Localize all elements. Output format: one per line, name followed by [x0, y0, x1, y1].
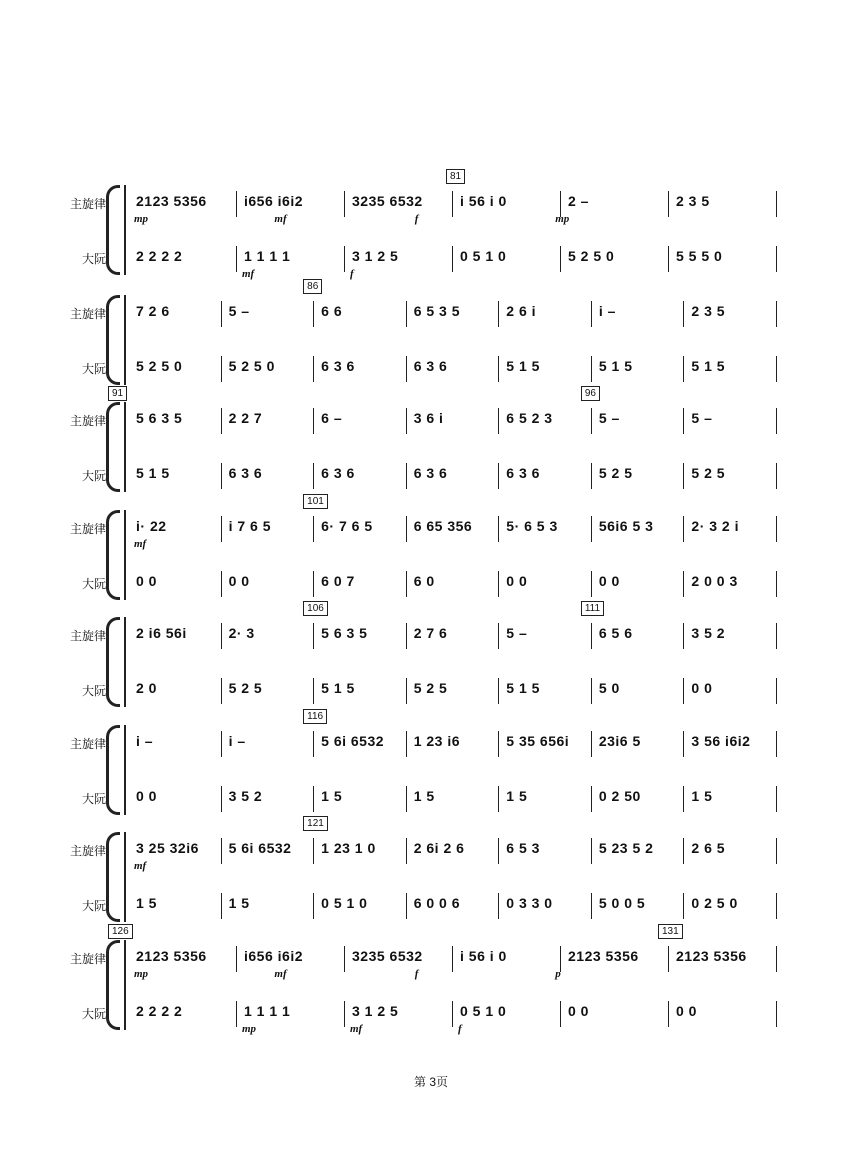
melody-measure: i 7 6 5: [228, 518, 271, 534]
barline: [776, 893, 777, 919]
melody-measure: 3 56 i6i2: [691, 733, 751, 749]
melody-measure: 6 65 356: [413, 518, 473, 534]
barline: [221, 623, 222, 649]
ruan-measure: 3 1 2 5: [352, 1003, 399, 1019]
barline: [221, 408, 222, 434]
barline: [776, 678, 777, 704]
ruan-measure: 2 2 2 2: [136, 1003, 183, 1019]
melody-measure: 7 2 6: [136, 303, 170, 319]
system-brace: [106, 725, 120, 815]
melody-measure: 56i6 5 3: [598, 518, 654, 534]
melody-measure: 5 –: [506, 625, 528, 641]
ruan-measure: 5 1 5: [598, 358, 633, 374]
system-brace: [106, 832, 120, 922]
barline: [313, 408, 314, 434]
barline: [221, 838, 222, 864]
barline: [221, 301, 222, 327]
system-brace: [106, 295, 120, 385]
melody-measure: 5 –: [228, 303, 250, 319]
system-brace: [106, 185, 120, 275]
part-name-ruan: 大阮: [81, 1007, 106, 1021]
melody-measure: 5 6i 6532: [228, 840, 292, 856]
ruan-measure: 6 0 0 6: [413, 895, 461, 911]
barline: [406, 463, 407, 489]
barline: [236, 246, 237, 272]
ruan-measure: 0 0: [598, 573, 620, 589]
barline: [313, 838, 314, 864]
melody-measure: 3235 6532: [352, 193, 423, 209]
measure-number-box: 116: [303, 709, 327, 724]
barline: [776, 571, 777, 597]
barline: [683, 301, 684, 327]
melody-measure: 2 3 5: [691, 303, 726, 319]
ruan-measure: 6 0 7: [321, 573, 355, 589]
system-brace: [106, 617, 120, 707]
melody-measure: 5 6 3 5: [321, 625, 368, 641]
dynamic-mark: mf: [242, 268, 255, 280]
melody-measure: i· 22: [136, 518, 167, 534]
melody-measure: 2 –: [568, 193, 589, 209]
barline: [406, 408, 407, 434]
melody-measure: i656 i6i2: [244, 948, 303, 964]
barline: [683, 731, 684, 757]
melody-measure: 5 6 3 5: [136, 410, 183, 426]
measure-number-box: 86: [303, 279, 322, 294]
barline: [344, 1001, 345, 1027]
barline: [591, 301, 592, 327]
barline: [560, 1001, 561, 1027]
ruan-measure: 0 0: [506, 573, 528, 589]
part-name-melody: 主旋律: [69, 952, 106, 966]
barline: [776, 1001, 777, 1027]
measure-number-box: 126: [108, 924, 133, 939]
barline: [776, 463, 777, 489]
barline: [313, 571, 314, 597]
barline: [221, 786, 222, 812]
barline: [560, 246, 561, 272]
system-line: [124, 940, 126, 1030]
ruan-measure: 3 1 2 5: [352, 248, 399, 264]
ruan-measure: 0 5 1 0: [460, 1003, 507, 1019]
ruan-measure: 5 1 5: [136, 465, 170, 481]
ruan-measure: 0 0: [691, 680, 713, 696]
part-name-ruan: 大阮: [81, 577, 106, 591]
melody-measure: 3 5 2: [691, 625, 726, 641]
ruan-measure: 6 3 6: [321, 358, 355, 374]
part-name-melody: 主旋律: [69, 307, 106, 321]
ruan-measure: 5 1 5: [321, 680, 355, 696]
part-name-melody: 主旋律: [69, 737, 106, 751]
dynamic-mark: mp: [242, 1023, 257, 1035]
melody-measure: 2· 3 2 i: [691, 518, 740, 534]
part-name-ruan: 大阮: [81, 362, 106, 376]
barline: [406, 838, 407, 864]
barline: [776, 838, 777, 864]
melody-measure: 2123 5356: [136, 193, 207, 209]
barline: [498, 623, 499, 649]
system-line: [124, 295, 126, 385]
system-line: [124, 725, 126, 815]
part-name-ruan: 大阮: [81, 899, 106, 913]
melody-measure: i656 i6i2: [244, 193, 303, 209]
barline: [221, 571, 222, 597]
ruan-measure: 0 0: [568, 1003, 589, 1019]
melody-measure: 6 5 6: [598, 625, 633, 641]
barline: [406, 893, 407, 919]
barline: [498, 678, 499, 704]
ruan-measure: 1 1 1 1: [244, 248, 291, 264]
barline: [498, 838, 499, 864]
system-brace: [106, 510, 120, 600]
barline: [776, 356, 777, 382]
melody-measure: 2123 5356: [136, 948, 207, 964]
ruan-measure: 0 0: [228, 573, 250, 589]
barline: [221, 678, 222, 704]
melody-measure: i –: [136, 733, 154, 749]
barline: [452, 191, 453, 217]
ruan-measure: 0 2 5 0: [691, 895, 738, 911]
ruan-measure: 6 3 6: [321, 465, 355, 481]
barline: [313, 516, 314, 542]
melody-measure: 5 –: [598, 410, 620, 426]
melody-measure: 2123 5356: [676, 948, 747, 964]
melody-measure: 2 i6 56i: [136, 625, 187, 641]
ruan-measure: 1 5: [506, 788, 528, 804]
barline: [776, 516, 777, 542]
barline: [313, 623, 314, 649]
melody-measure: 1 23 1 0: [321, 840, 376, 856]
melody-measure: i 56 i 0: [460, 193, 507, 209]
barline: [683, 786, 684, 812]
barline: [591, 356, 592, 382]
ruan-measure: 0 5 1 0: [321, 895, 368, 911]
barline: [498, 731, 499, 757]
measure-number-box: 101: [303, 494, 328, 509]
dynamic-mark: p: [555, 968, 561, 980]
melody-measure: i –: [598, 303, 616, 319]
ruan-measure: 6 0: [413, 573, 435, 589]
ruan-measure: 0 3 3 0: [506, 895, 553, 911]
barline: [221, 731, 222, 757]
barline: [776, 191, 777, 217]
part-name-ruan: 大阮: [81, 252, 106, 266]
barline: [221, 516, 222, 542]
melody-measure: 6 5 3 5: [413, 303, 461, 319]
barline: [668, 1001, 669, 1027]
melody-measure: 6 5 3: [506, 840, 540, 856]
ruan-measure: 5 0: [598, 680, 620, 696]
barline: [683, 408, 684, 434]
barline: [683, 893, 684, 919]
barline: [406, 678, 407, 704]
ruan-measure: 5 1 5: [506, 680, 540, 696]
part-name-melody: 主旋律: [69, 197, 106, 211]
barline: [406, 786, 407, 812]
barline: [776, 623, 777, 649]
barline: [498, 356, 499, 382]
melody-measure: 3 25 32i6: [136, 840, 199, 856]
barline: [683, 678, 684, 704]
barline: [668, 246, 669, 272]
ruan-measure: 0 0: [676, 1003, 697, 1019]
dynamic-mark: mf: [274, 213, 287, 225]
barline: [668, 946, 669, 972]
system-line: [124, 510, 126, 600]
barline: [776, 946, 777, 972]
ruan-measure: 6 3 6: [413, 358, 448, 374]
barline: [668, 191, 669, 217]
dynamic-mark: f: [458, 1023, 462, 1035]
barline: [313, 786, 314, 812]
barline: [406, 356, 407, 382]
system-line: [124, 832, 126, 922]
barline: [683, 356, 684, 382]
ruan-measure: 5 2 5 0: [136, 358, 183, 374]
system-brace: [106, 402, 120, 492]
measure-number-box: 91: [108, 386, 127, 401]
barline: [406, 516, 407, 542]
ruan-measure: 5 5 5 0: [676, 248, 723, 264]
barline: [498, 516, 499, 542]
ruan-measure: 5 0 0 5: [598, 895, 646, 911]
part-name-melody: 主旋律: [69, 522, 106, 536]
barline: [683, 516, 684, 542]
melody-measure: 3 6 i: [413, 410, 444, 426]
melody-measure: 1 23 i6: [413, 733, 461, 749]
barline: [313, 301, 314, 327]
barline: [776, 731, 777, 757]
barline: [313, 356, 314, 382]
melody-measure: 2 6 5: [691, 840, 726, 856]
barline: [221, 893, 222, 919]
barline: [498, 408, 499, 434]
ruan-measure: 0 0: [136, 788, 157, 804]
barline: [452, 246, 453, 272]
barline: [683, 571, 684, 597]
dynamic-mark: f: [350, 268, 354, 280]
part-name-ruan: 大阮: [81, 469, 106, 483]
melody-measure: 5 23 5 2: [598, 840, 654, 856]
melody-measure: 2 2 7: [228, 410, 263, 426]
barline: [683, 838, 684, 864]
part-name-melody: 主旋律: [69, 414, 106, 428]
dynamic-mark: mp: [134, 213, 149, 225]
dynamic-mark: mp: [555, 213, 570, 225]
ruan-measure: 1 5: [136, 895, 157, 911]
barline: [452, 1001, 453, 1027]
dynamic-mark: mf: [274, 968, 287, 980]
barline: [591, 731, 592, 757]
dynamic-mark: mf: [350, 1023, 363, 1035]
barline: [221, 356, 222, 382]
melody-measure: 23i6 5: [598, 733, 641, 749]
melody-measure: 5 –: [691, 410, 713, 426]
barline: [776, 301, 777, 327]
barline: [406, 623, 407, 649]
system-line: [124, 617, 126, 707]
barline: [498, 571, 499, 597]
barline: [236, 191, 237, 217]
ruan-measure: 5 2 5 0: [568, 248, 615, 264]
melody-measure: i –: [228, 733, 246, 749]
system-line: [124, 402, 126, 492]
measure-number-box: 96: [581, 386, 600, 401]
barline: [683, 463, 684, 489]
ruan-measure: 1 1 1 1: [244, 1003, 291, 1019]
barline: [591, 893, 592, 919]
melody-measure: 5 6i 6532: [321, 733, 385, 749]
melody-measure: 5 35 656i: [506, 733, 570, 749]
ruan-measure: 5 2 5: [691, 465, 726, 481]
dynamic-mark: f: [414, 213, 419, 225]
ruan-measure: 2 0: [136, 680, 157, 696]
barline: [344, 191, 345, 217]
barline: [498, 893, 499, 919]
melody-measure: 2 7 6: [413, 625, 448, 641]
dynamic-mark: mf: [134, 860, 147, 872]
ruan-measure: 1 5: [413, 788, 435, 804]
barline: [591, 838, 592, 864]
melody-measure: 2 3 5: [676, 193, 710, 209]
barline: [776, 786, 777, 812]
ruan-measure: 5 1 5: [691, 358, 726, 374]
ruan-measure: 1 5: [691, 788, 713, 804]
barline: [591, 623, 592, 649]
melody-measure: 3235 6532: [352, 948, 423, 964]
melody-measure: 6· 7 6 5: [321, 518, 373, 534]
barline: [221, 463, 222, 489]
measure-number-box: 81: [446, 169, 465, 184]
ruan-measure: 3 5 2: [228, 788, 263, 804]
system-line: [124, 185, 126, 275]
melody-measure: 2 6i 2 6: [413, 840, 465, 856]
barline: [236, 946, 237, 972]
page-footer: 第 3页: [413, 1075, 448, 1089]
barline: [498, 463, 499, 489]
barline: [591, 786, 592, 812]
part-name-melody: 主旋律: [69, 844, 106, 858]
barline: [683, 623, 684, 649]
melody-measure: i 56 i 0: [460, 948, 507, 964]
barline: [591, 516, 592, 542]
melody-measure: 2· 3: [228, 625, 255, 641]
melody-measure: 5· 6 5 3: [506, 518, 558, 534]
system-brace: [106, 940, 120, 1030]
barline: [236, 1001, 237, 1027]
barline: [313, 731, 314, 757]
barline: [591, 408, 592, 434]
ruan-measure: 5 2 5: [598, 465, 633, 481]
measure-number-box: 121: [303, 816, 328, 831]
ruan-measure: 0 5 1 0: [460, 248, 507, 264]
ruan-measure: 1 5: [321, 788, 343, 804]
ruan-measure: 5 2 5 0: [228, 358, 275, 374]
part-name-ruan: 大阮: [81, 792, 106, 806]
dynamic-mark: mf: [134, 538, 147, 550]
measure-number-box: 131: [658, 924, 683, 939]
barline: [344, 946, 345, 972]
melody-measure: 2123 5356: [568, 948, 639, 964]
barline: [591, 571, 592, 597]
ruan-measure: 6 3 6: [506, 465, 540, 481]
dynamic-mark: mp: [134, 968, 149, 980]
barline: [344, 246, 345, 272]
ruan-measure: 2 0 0 3: [691, 573, 738, 589]
ruan-measure: 0 0: [136, 573, 157, 589]
ruan-measure: 5 1 5: [506, 358, 540, 374]
barline: [313, 893, 314, 919]
barline: [406, 731, 407, 757]
barline: [498, 301, 499, 327]
melody-measure: 6 5 2 3: [506, 410, 553, 426]
barline: [776, 246, 777, 272]
barline: [313, 463, 314, 489]
part-name-ruan: 大阮: [81, 684, 106, 698]
melody-measure: 2 6 i: [506, 303, 537, 319]
ruan-measure: 5 2 5: [228, 680, 263, 696]
barline: [591, 463, 592, 489]
part-name-melody: 主旋律: [69, 629, 106, 643]
barline: [498, 786, 499, 812]
barline: [406, 301, 407, 327]
ruan-measure: 6 3 6: [228, 465, 263, 481]
ruan-measure: 6 3 6: [413, 465, 448, 481]
ruan-measure: 2 2 2 2: [136, 248, 183, 264]
measure-number-box: 111: [581, 601, 604, 616]
barline: [313, 678, 314, 704]
barline: [452, 946, 453, 972]
melody-measure: 6 6: [321, 303, 343, 319]
barline: [591, 678, 592, 704]
melody-measure: 6 –: [321, 410, 343, 426]
dynamic-mark: f: [414, 968, 419, 980]
ruan-measure: 1 5: [228, 895, 250, 911]
ruan-measure: 0 2 50: [598, 788, 641, 804]
ruan-measure: 5 2 5: [413, 680, 448, 696]
measure-number-box: 106: [303, 601, 328, 616]
barline: [776, 408, 777, 434]
barline: [406, 571, 407, 597]
